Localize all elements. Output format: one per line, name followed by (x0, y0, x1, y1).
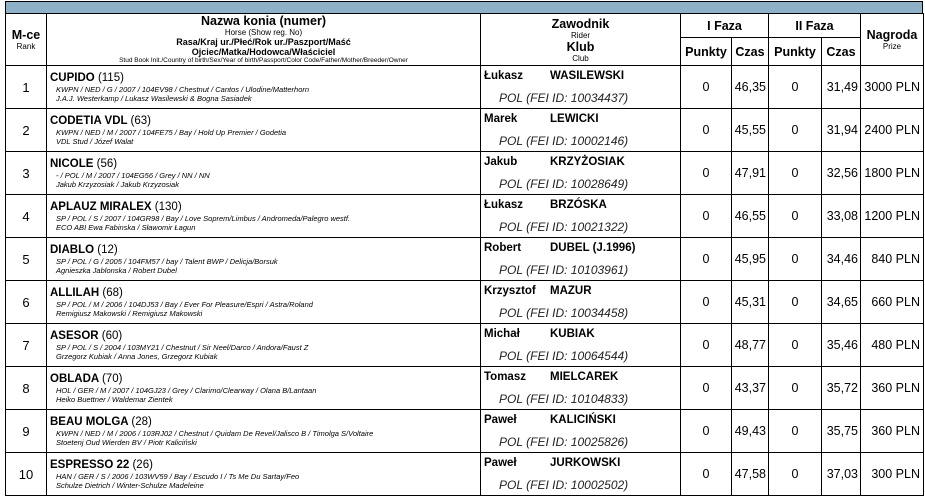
rider-cell (481, 238, 681, 281)
phase2-points-cell: 0 (769, 324, 822, 367)
rider-first-name: Paweł (484, 456, 517, 469)
phase2-points-cell: 0 (769, 281, 822, 324)
rider-club: POL (FEI ID: 10103961) (499, 262, 629, 277)
horse-cell (47, 238, 481, 281)
horse-cell (47, 281, 481, 324)
horse-name (50, 200, 480, 214)
rider-name (484, 284, 680, 299)
rider-cell (481, 152, 681, 195)
phase2-points-cell: 0 (769, 238, 822, 281)
horse-header-title: Nazwa konia (numer) (200, 14, 327, 28)
horse-cell (47, 367, 481, 410)
horse-details-line2: Heiko Buettner / Waldemar Zientek (56, 395, 173, 404)
horse-details-line2: J.A.J. Westerkamp / Lukasz Wasilewski & Bogna Sasiadek (56, 94, 252, 103)
phase1-points-cell: 0 (681, 238, 732, 281)
rider-last-name: DUBEL (J.1996) (550, 241, 636, 254)
horse-header-line3: Ojciec/Matka/Hodowca/Właściciel (191, 47, 336, 57)
horse-name-text: DIABLO (50, 244, 95, 256)
horse-details-line2: Schulze Dietrich / Winter-Schulze Madeleine (56, 481, 204, 490)
phase1-time-cell: 47,91 (732, 152, 769, 195)
horse-number: (56) (96, 158, 118, 170)
phase1-points-cell: 0 (681, 195, 732, 238)
rank-cell: 1 (6, 66, 47, 109)
rider-header-sub: Rider (570, 30, 591, 40)
rank-cell: 10 (6, 453, 47, 496)
rider-header-title: Zawodnik (551, 16, 610, 31)
rider-name (484, 370, 680, 385)
phase2-time-cell: 33,08 (822, 195, 861, 238)
rider-first-name: Krzysztof (484, 284, 536, 297)
rank-cell: 7 (6, 324, 47, 367)
horse-cell (47, 453, 481, 496)
horse-name (50, 372, 480, 386)
phase2-time-cell: 37,03 (822, 453, 861, 496)
phase1-time-cell: 46,55 (732, 195, 769, 238)
horse-details-line2: Jakub Krzyzosiak / Jakub Krzyzosiak (56, 180, 179, 189)
horse-name-text: ESPRESSO 22 (50, 459, 130, 471)
rider-last-name: MIELCAREK (550, 370, 619, 383)
table-row (6, 109, 924, 152)
rank-cell: 5 (6, 238, 47, 281)
horse-number: (26) (132, 459, 153, 471)
rider-first-name: Marek (484, 112, 518, 125)
rider-club: POL (FEI ID: 10021322) (499, 219, 629, 234)
horse-name (50, 458, 480, 472)
results-body (6, 66, 924, 496)
phase1-points-cell: 0 (681, 324, 732, 367)
phase1-time-cell: 43,37 (732, 367, 769, 410)
rider-first-name: Paweł (484, 413, 517, 426)
rider-club: POL (FEI ID: 10064544) (499, 348, 629, 363)
rider-cell (481, 66, 681, 109)
horse-name-text: CUPIDO (50, 72, 95, 84)
phase2-time-cell: 31,49 (822, 66, 861, 109)
header-row-1 (6, 14, 924, 38)
phase1-points-cell: 0 (681, 367, 732, 410)
horse-details-line1: SP / POL / S / 2007 / 104GR98 / Bay / Love Soprem/Limbus / Andromeda/Palegro westf. (56, 214, 351, 223)
horse-name-text: ASESOR (50, 330, 99, 342)
horse-cell (47, 66, 481, 109)
phase2-points-header: Punkty (769, 38, 822, 66)
prize-header (861, 14, 924, 66)
horse-name-text: NICOLE (50, 158, 94, 170)
rank-cell: 9 (6, 410, 47, 453)
rank-header-sub: Rank (16, 42, 36, 51)
rider-cell (481, 367, 681, 410)
horse-header-line2: Rasa/Kraj ur./Płeć/Rok ur./Paszport/Maść (176, 37, 351, 47)
table-row (6, 195, 924, 238)
rider-last-name: MAZUR (550, 284, 592, 297)
horse-header-line4: Stud Book Init./Country of birth/Sex/Year of birth/Passport/Color Code/Father/Mother/Breeder/Owner (119, 57, 408, 64)
rider-first-name: Robert (484, 241, 522, 254)
prize-header-sub: Prize (882, 42, 902, 51)
rider-header (481, 14, 681, 66)
rank-header (6, 14, 47, 66)
rider-first-name: Łukasz (484, 198, 523, 211)
results-table (5, 13, 924, 496)
horse-name-text: ALLILAH (50, 287, 100, 299)
rider-first-name: Tomasz (484, 370, 526, 383)
phase2-time-cell: 35,46 (822, 324, 861, 367)
horse-name (50, 71, 480, 85)
phase2-points-cell: 0 (769, 109, 822, 152)
phase2-time-cell: 31,94 (822, 109, 861, 152)
horse-number: (28) (131, 416, 152, 428)
table-row (6, 324, 924, 367)
rider-first-name: Jakub (484, 155, 518, 168)
rider-club: POL (FEI ID: 10002146) (499, 133, 629, 148)
horse-number: (63) (130, 115, 151, 127)
horse-cell (47, 109, 481, 152)
rider-last-name: BRZÓSKA (550, 198, 607, 211)
horse-name (50, 114, 480, 128)
prize-cell: 2400 PLN (861, 109, 924, 152)
phase1-time-cell: 45,55 (732, 109, 769, 152)
phase1-time-cell: 45,31 (732, 281, 769, 324)
rider-name (484, 413, 680, 428)
table-row (6, 152, 924, 195)
rider-first-name: Łukasz (484, 69, 523, 82)
horse-details-line2: Grzegorz Kubiak / Anna Jones, Grzegorz Kubiak (56, 352, 218, 361)
prize-cell: 480 PLN (861, 324, 924, 367)
rider-last-name: LEWICKI (550, 112, 599, 125)
horse-details-line2: VDL Stud / Józef Walat (56, 137, 134, 146)
horse-number: (60) (101, 330, 123, 342)
horse-name (50, 415, 480, 429)
phase1-time-cell: 47,58 (732, 453, 769, 496)
table-row (6, 367, 924, 410)
horse-name (50, 329, 480, 343)
horse-name-text: APLAUZ MIRALEX (50, 201, 152, 213)
table-row (6, 281, 924, 324)
rider-name (484, 241, 680, 256)
horse-name (50, 243, 480, 257)
horse-details-line1: SP / POL / S / 2004 / 103MY21 / Chestnut / Sir Neel/Darco / Andora/Faust Z (56, 343, 309, 352)
table-row (6, 453, 924, 496)
rider-name (484, 327, 680, 342)
horse-details-line1: SP / POL / G / 2005 / 104FM57 / bay / Talent BWP / Delicja/Borsuk (56, 257, 278, 266)
rank-cell: 3 (6, 152, 47, 195)
phase1-header: I Faza (681, 14, 769, 38)
rider-cell (481, 281, 681, 324)
phase2-time-cell: 35,75 (822, 410, 861, 453)
horse-cell (47, 152, 481, 195)
horse-details-line1: HAN / GER / S / 2006 / 103WV59 / Bay / Escudo I / Ts Me Du Sartay/Feo (56, 472, 300, 481)
phase2-time-cell: 34,65 (822, 281, 861, 324)
prize-cell: 360 PLN (861, 367, 924, 410)
rank-header-label: M-ce (11, 28, 41, 42)
horse-number: (130) (154, 201, 182, 213)
phase2-points-cell: 0 (769, 453, 822, 496)
horse-cell (47, 410, 481, 453)
phase2-time-cell: 34,46 (822, 238, 861, 281)
phase2-time-header: Czas (822, 38, 861, 66)
horse-header-sub: Horse (Show reg. No) (224, 28, 303, 37)
horse-name (50, 286, 480, 300)
rank-cell: 6 (6, 281, 47, 324)
rider-first-name: Michał (484, 327, 520, 340)
club-header-sub: Club (572, 53, 589, 63)
phase1-time-cell: 48,77 (732, 324, 769, 367)
horse-name-text: OBLADA (50, 373, 99, 385)
horse-details-line1: HOL / GER / M / 2007 / 104GJ23 / Grey / Clarimo/Clearway / Olana B/Lantaan (56, 386, 317, 395)
horse-cell (47, 195, 481, 238)
phase1-time-cell: 45,95 (732, 238, 769, 281)
table-row (6, 238, 924, 281)
rider-club: POL (FEI ID: 10034437) (499, 90, 629, 105)
rank-cell: 4 (6, 195, 47, 238)
phase1-points-cell: 0 (681, 66, 732, 109)
rider-cell (481, 410, 681, 453)
phase2-header: II Faza (769, 14, 861, 38)
rider-club: POL (FEI ID: 10002502) (499, 477, 629, 492)
horse-cell (47, 324, 481, 367)
horse-number: (70) (101, 373, 123, 385)
horse-details-line1: KWPN / NED / G / 2007 / 104EV98 / Chestnut / Cantos / Ulodine/Matterhorn (56, 85, 310, 94)
horse-details-line1: SP / POL / M / 2006 / 104DJ53 / Bay / Ever For Pleasure/Espri / Astra/Roland (56, 300, 313, 309)
horse-name-text: BEAU MOLGA (50, 416, 129, 428)
horse-details-line2: Remigiusz Makowski / Remigiusz Makowski (56, 309, 203, 318)
rider-club: POL (FEI ID: 10034458) (499, 305, 629, 320)
rider-last-name: KALICIŃSKI (550, 413, 616, 426)
rider-cell (481, 453, 681, 496)
rider-last-name: KUBIAK (550, 327, 595, 340)
rider-last-name: WASILEWSKI (550, 69, 625, 82)
phase1-time-cell: 46,35 (732, 66, 769, 109)
horse-details-line1: KWPN / NED / M / 2006 / 103RJ02 / Chestnut / Quidam De Revel/Jalisco B / Timolga S/Voltaire (56, 429, 374, 438)
horse-number: (68) (102, 287, 123, 299)
phase2-points-cell: 0 (769, 195, 822, 238)
prize-cell: 360 PLN (861, 410, 924, 453)
table-row (6, 66, 924, 109)
horse-name (50, 157, 480, 171)
horse-number: (12) (97, 244, 118, 256)
phase1-points-cell: 0 (681, 453, 732, 496)
phase2-points-cell: 0 (769, 66, 822, 109)
prize-cell: 660 PLN (861, 281, 924, 324)
phase2-points-cell: 0 (769, 410, 822, 453)
phase1-points-cell: 0 (681, 109, 732, 152)
rider-club: POL (FEI ID: 10028649) (499, 176, 629, 191)
phase1-points-cell: 0 (681, 152, 732, 195)
phase2-time-cell: 35,72 (822, 367, 861, 410)
rider-name (484, 112, 680, 127)
horse-number: (115) (97, 72, 124, 84)
horse-details-line1: - / POL / M / 2007 / 104EG56 / Grey / NN / NN (56, 171, 210, 180)
horse-details-line2: ECO ABI Ewa Fabinska / Sławomir Łagun (56, 223, 196, 232)
prize-cell: 840 PLN (861, 238, 924, 281)
rider-cell (481, 195, 681, 238)
prize-cell: 300 PLN (861, 453, 924, 496)
phase1-points-header: Punkty (681, 38, 732, 66)
phase2-points-cell: 0 (769, 152, 822, 195)
rider-cell (481, 109, 681, 152)
prize-header-title: Nagroda (866, 28, 918, 42)
rider-cell (481, 324, 681, 367)
rider-club: POL (FEI ID: 10104833) (499, 391, 629, 406)
horse-details-line2: Stoetenj Oud Wierden BV / Piotr Kaliciński (56, 438, 197, 447)
rider-name (484, 198, 680, 213)
prize-cell: 1200 PLN (861, 195, 924, 238)
rider-name (484, 155, 680, 170)
rider-name (484, 69, 680, 84)
table-row (6, 410, 924, 453)
horse-name-text: CODETIA VDL (50, 115, 128, 127)
rank-cell: 8 (6, 367, 47, 410)
rank-cell: 2 (6, 109, 47, 152)
phase2-points-cell: 0 (769, 367, 822, 410)
horse-header (47, 14, 481, 66)
phase1-time-header: Czas (732, 38, 769, 66)
horse-details-line2: Agnieszka Jablonska / Robert Dubel (56, 266, 177, 275)
phase1-points-cell: 0 (681, 281, 732, 324)
rider-last-name: KRZYŻOSIAK (550, 155, 625, 168)
club-header-title: Klub (566, 39, 595, 54)
phase1-points-cell: 0 (681, 410, 732, 453)
prize-cell: 3000 PLN (861, 66, 924, 109)
rider-last-name: JURKOWSKI (550, 456, 621, 469)
prize-cell: 1800 PLN (861, 152, 924, 195)
horse-details-line1: KWPN / NED / M / 2007 / 104FE75 / Bay / Hold Up Premier / Godetia (56, 128, 287, 137)
rider-name (484, 456, 680, 471)
phase2-time-cell: 32,56 (822, 152, 861, 195)
rider-club: POL (FEI ID: 10025826) (499, 434, 629, 449)
phase1-time-cell: 49,43 (732, 410, 769, 453)
